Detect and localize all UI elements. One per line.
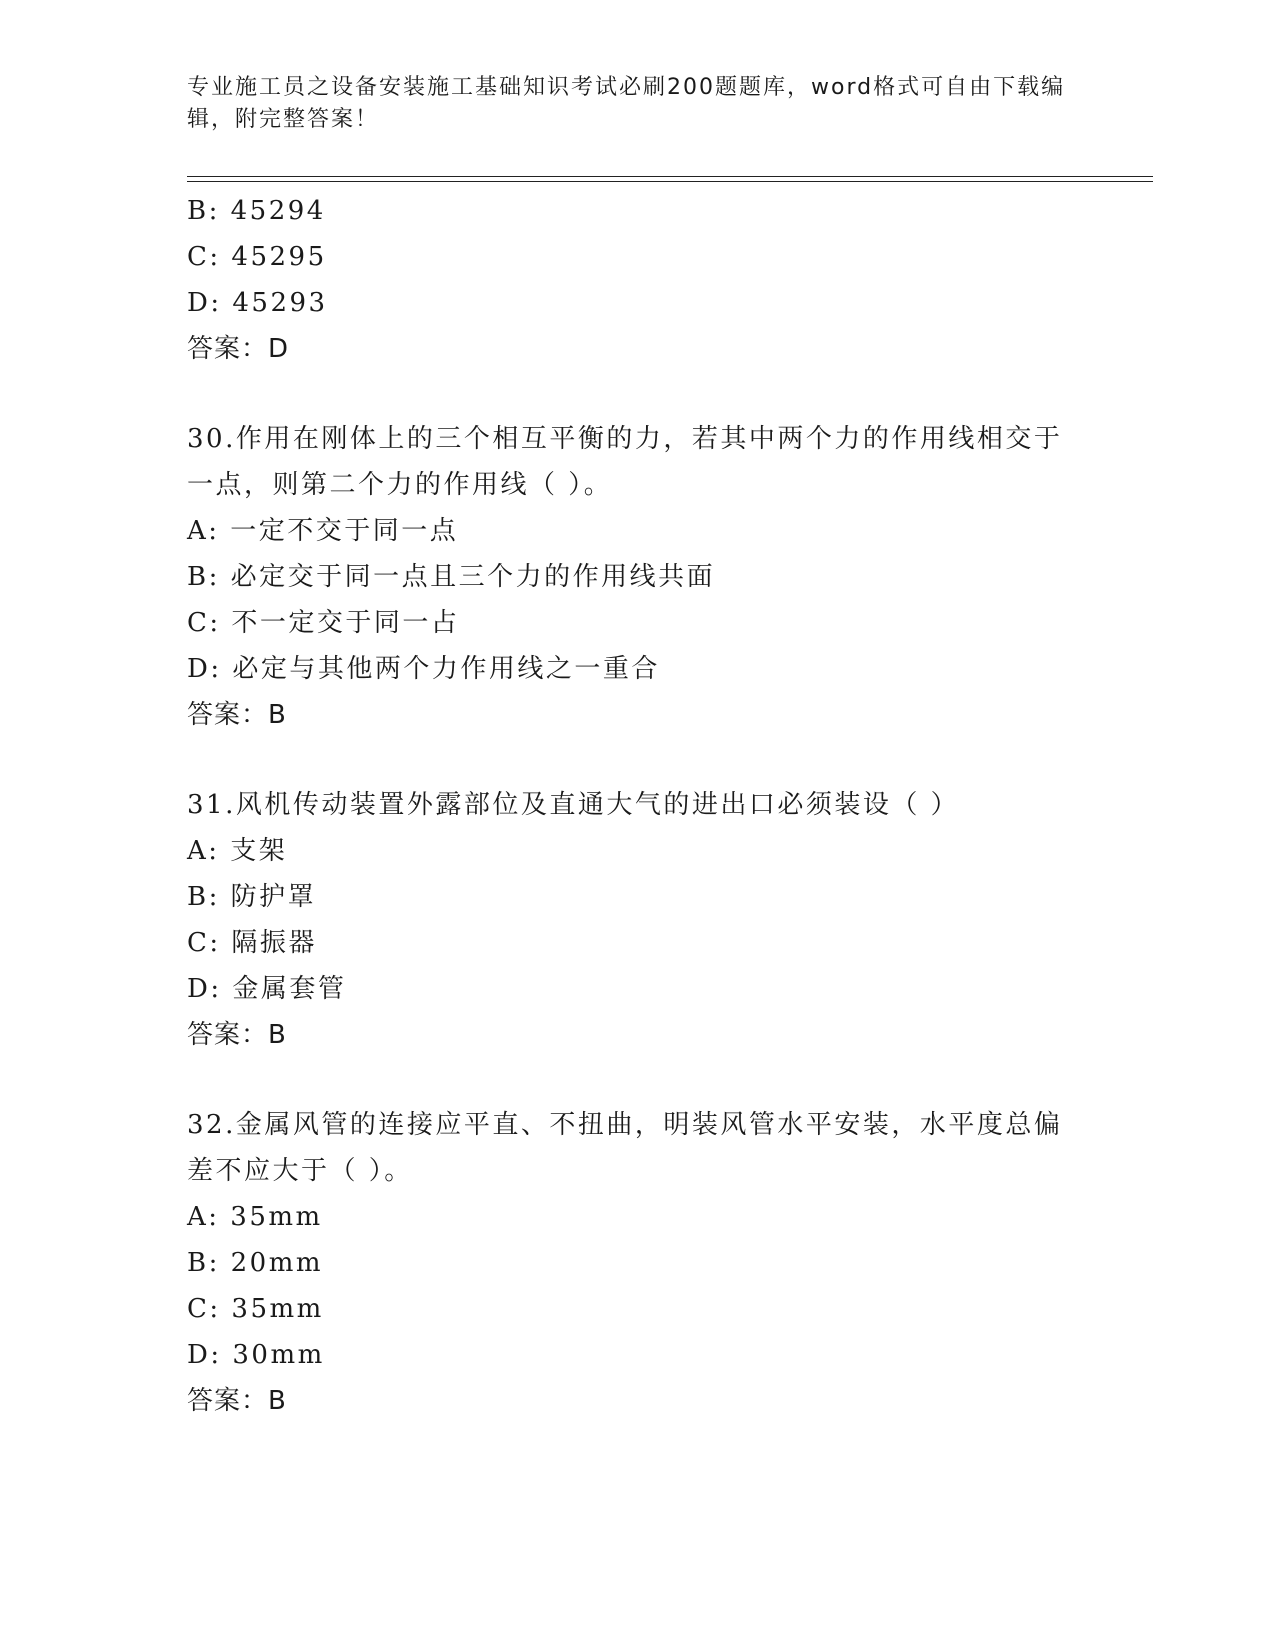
question-list xyxy=(187,188,1087,1424)
option-a: A: 35mm xyxy=(187,1202,323,1232)
option-c: C: 不一定交于同一占 xyxy=(187,608,460,638)
question-32 xyxy=(187,1102,1087,1424)
header-divider-top xyxy=(187,176,1153,177)
option-c: C: 45295 xyxy=(187,242,327,272)
option-b: B: 20mm xyxy=(187,1248,324,1278)
question-stem: 31.风机传动装置外露部位及直通大气的进出口必须装设（ ） xyxy=(187,790,960,820)
option-d: D: 必定与其他两个力作用线之一重合 xyxy=(187,654,660,684)
answer-line: 答案：B xyxy=(187,1020,287,1050)
question-stem: 32.金属风管的连接应平直、不扭曲，明装风管水平安装，水平度总偏差不应大于（ ）。 xyxy=(187,1110,1063,1186)
option-a: A: 支架 xyxy=(187,836,288,866)
answer-line: 答案：B xyxy=(187,1386,287,1416)
option-c: C: 35mm xyxy=(187,1294,324,1324)
question-29-continued xyxy=(187,188,1087,372)
option-c: C: 隔振器 xyxy=(187,928,317,958)
option-d: D: 30mm xyxy=(187,1340,325,1370)
document-header: 专业施工员之设备安装施工基础知识考试必刷200题题库，word格式可自由下载编辑，附完整答案！ xyxy=(187,75,1066,132)
question-30 xyxy=(187,416,1087,738)
option-b: B: 必定交于同一点且三个力的作用线共面 xyxy=(187,562,716,592)
question-31 xyxy=(187,782,1087,1058)
option-b: B: 45294 xyxy=(187,196,326,226)
option-d: D: 45293 xyxy=(187,288,328,318)
question-stem: 30.作用在刚体上的三个相互平衡的力，若其中两个力的作用线相交于一点，则第二个力的作用线（ ）。 xyxy=(187,424,1063,500)
option-d: D: 金属套管 xyxy=(187,974,347,1004)
header-divider-bottom xyxy=(187,181,1153,182)
option-a: A: 一定不交于同一点 xyxy=(187,516,459,546)
answer-line: 答案：B xyxy=(187,700,287,730)
answer-line: 答案：D xyxy=(187,334,290,364)
option-b: B: 防护罩 xyxy=(187,882,317,912)
